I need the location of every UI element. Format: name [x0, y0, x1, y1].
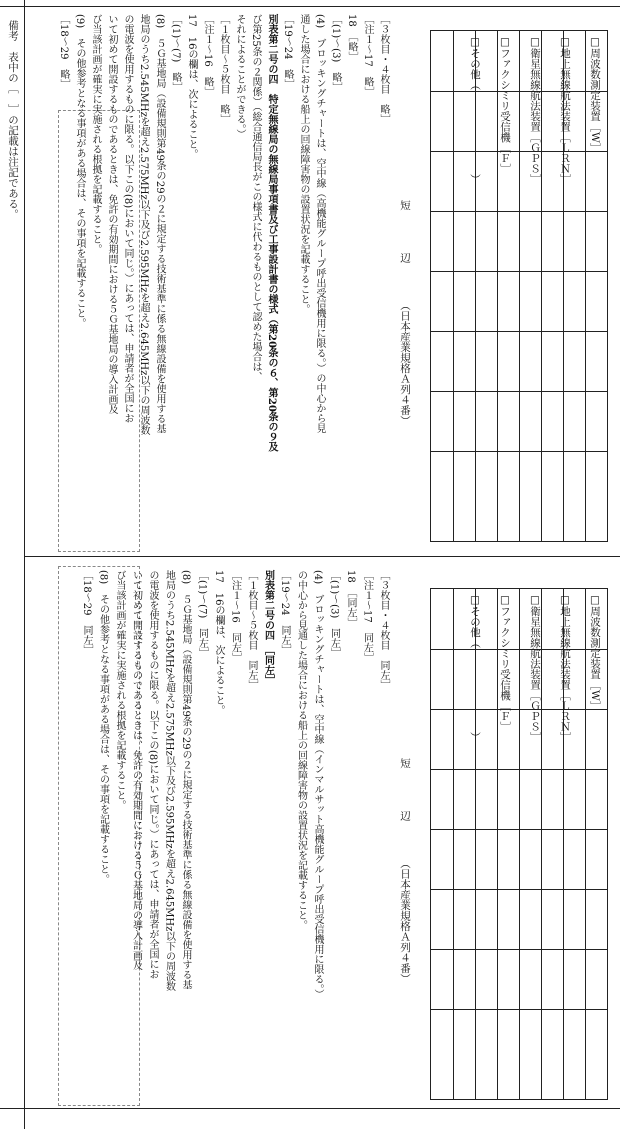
- note-line: ［注１～16 同左］: [229, 570, 241, 663]
- note-line: び第25条の２関係）（総合通信局長がこの様式に代わるものとして認めた場合は、: [250, 14, 261, 382]
- equipment-checkbox[interactable]: □衛星無線航法装置［ＧＰＳ］: [529, 594, 541, 743]
- equipment-checkbox[interactable]: □地上無線航法装置［ＬＲＮ］: [559, 36, 571, 185]
- note-line: (8) その他参考となる事項がある場合は、その事項を記載すること。: [97, 570, 109, 885]
- right-equipment-table: [430, 588, 608, 1100]
- bottom-border: [0, 1108, 620, 1109]
- note-line: それによることができる。）: [234, 14, 245, 139]
- note-line: (4) ブロッキングチャートは、空中線（インマルサット高機能グループ呼出受信機用に限る。）: [312, 570, 323, 1000]
- note-line: 地局のうち2.545MHzを超え2.575MHz以下及び2.595MHzを超え2.645MHz以下の周波数: [138, 14, 149, 436]
- right-size-label: 短 辺 （日本産業規格Ａ列４番）: [399, 758, 411, 984]
- note-line: ［18～29 略］: [58, 14, 69, 90]
- note-line: ［注１～16 略］: [202, 14, 213, 97]
- footer-divider: [24, 0, 25, 1129]
- note-line: 18 ［同左］: [345, 570, 356, 628]
- equipment-checkbox[interactable]: □その他（ ）: [469, 36, 481, 185]
- top-border: [0, 6, 620, 7]
- note-line: ［１枚目～５枚目 同左］: [246, 570, 257, 690]
- equipment-checkbox[interactable]: □ファクシミリ受信機［Ｆ］: [499, 594, 511, 732]
- note-line: 地局のうち2.545MHzを超え2.575MHz以下及び2.595MHzを超え2.645MHz以下の周波数: [163, 570, 175, 992]
- note-line: 17 16の欄は、次によること。: [186, 14, 197, 160]
- note-line: ［19～24 略］: [282, 14, 293, 90]
- note-line: 別表第二号の四 特定無線局の無線局事項書及び工事設計書の様式（第20条の６、第20条の９及: [266, 14, 277, 452]
- note-line: (8) ５Ｇ基地局（設備規則第49条の29の２に規定する技術基準に係る無線設備を使用する基: [180, 570, 191, 990]
- column-divider: [24, 556, 620, 557]
- left-size-label: 短 辺 （日本産業規格Ａ列４番）: [399, 200, 411, 426]
- equipment-checkbox[interactable]: □周波数測定装置［W］: [589, 36, 601, 154]
- note-line: ［１枚目～５枚目 略］: [218, 14, 229, 124]
- equipment-checkbox[interactable]: □周波数測定装置［W］: [589, 594, 601, 712]
- note-line: いて初めて開設するものであるときは、免許の有効期間における５Ｇ基地局の導入計画及: [130, 570, 142, 970]
- equipment-checkbox[interactable]: □その他（ ）: [469, 594, 481, 743]
- note-line: の電波を使用するものに限る。以下この(8)において同じ。）にあっては、申請者が全国にお: [122, 14, 133, 424]
- equipment-checkbox[interactable]: □ファクシミリ受信機［Ｆ］: [499, 36, 511, 174]
- equipment-checkbox[interactable]: □地上無線航法装置［ＬＲＮ］: [559, 594, 571, 743]
- note-line: (8) ５Ｇ基地局（設備規則第49条の29の２に規定する技術基準に係る無線設備を使用する基: [154, 14, 165, 434]
- note-line: (9) その他参考となる事項がある場合は、その事項を記載すること。: [74, 14, 85, 329]
- left-equipment-table: [430, 30, 608, 542]
- note-line: ［(1)～(3) 略］: [330, 14, 341, 93]
- note-line: の中心から見通した場合における船上の回線障害物の設置状況を記載すること。: [295, 570, 307, 930]
- note-line: の電波を使用するものに限る。以下この(8)において同じ。）にあっては、申請者が全国にお: [147, 570, 158, 980]
- note-line: ［(1)～(7) 略］: [170, 14, 181, 93]
- note-line: 別表第二号の四 ［同左］: [262, 570, 274, 685]
- note-line: ［(1)～(3) 同左］: [328, 570, 340, 659]
- note-line: 17 16の欄は、次によること。: [213, 570, 224, 716]
- note-line: 18 ［略］: [346, 14, 357, 62]
- equipment-checkbox[interactable]: □衛星無線航法装置［ＧＰＳ］: [529, 36, 541, 185]
- note-line: び当該計画が確実に実施される根拠を記載すること。: [114, 570, 125, 810]
- note-line: いて初めて開設するものであるときは、免許の有効期間における５Ｇ基地局の導入計画及: [106, 14, 117, 414]
- note-line: ［(1)～(7) 同左］: [196, 570, 208, 659]
- footer-note: 備考 表中の［ ］の記載は注記である。: [7, 20, 19, 220]
- note-line: ［19～24 同左］: [279, 570, 290, 656]
- note-line: ［注１～17 同左］: [361, 570, 373, 663]
- note-line: ［３枚目・４枚目 略］: [378, 14, 389, 124]
- note-line: 通した場合における船上の回線障害物の設置状況を記載すること。: [298, 14, 309, 314]
- note-line: ［注１～17 略］: [362, 14, 373, 97]
- note-line: ［18～29 同左］: [81, 570, 92, 656]
- note-line: び当該計画が確実に実施される根拠を記載すること。: [90, 14, 101, 254]
- note-line: (4) ブロッキングチャートは、空中線（高機能グループ呼出受信機用に限る。）の中心から見: [314, 14, 325, 434]
- note-line: ［３枚目・４枚目 同左］: [378, 570, 389, 690]
